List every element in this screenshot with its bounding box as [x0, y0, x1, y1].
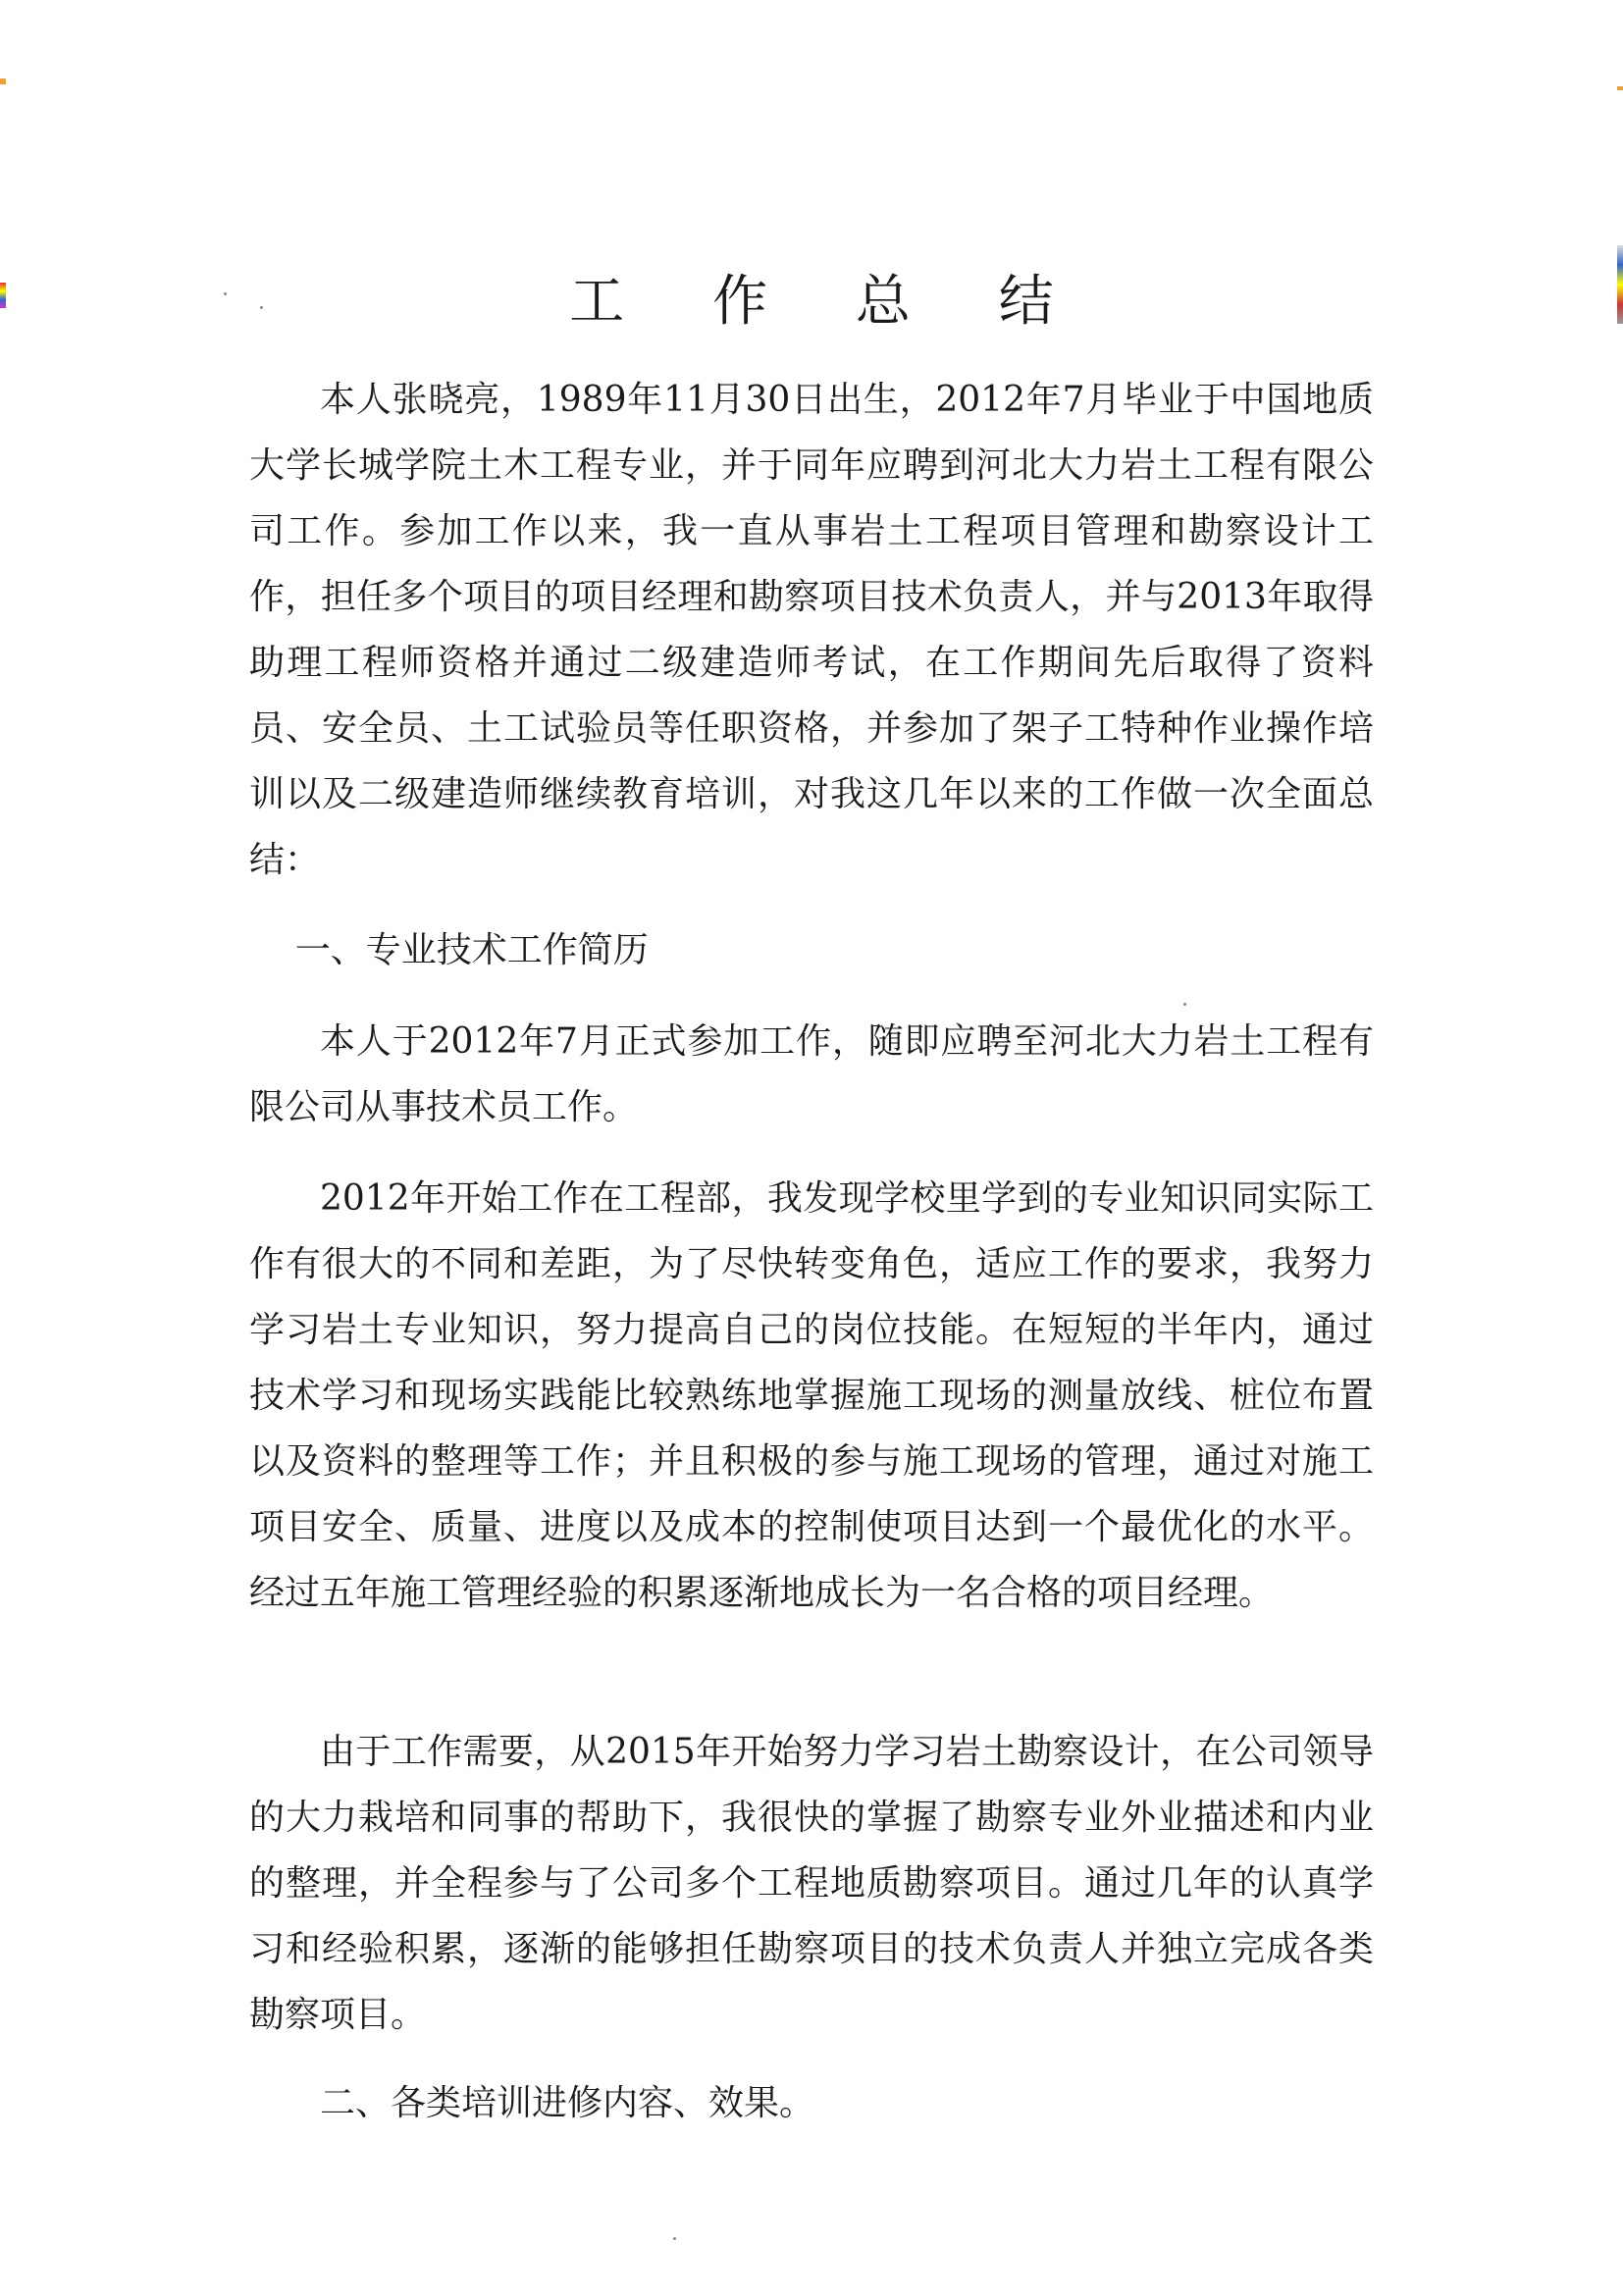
survey-design-paragraph — [249, 1719, 1374, 2048]
paragraph-text: 本人于2012年7月正式参加工作，随即应聘至河北大力岩土工程有限公司从事技术员工作。 — [249, 1021, 1374, 1127]
engineering-dept-paragraph — [249, 1166, 1374, 1626]
paragraph-text: 2012年开始工作在工程部，我发现学校里学到的专业知识同实际工作有很大的不同和差距，为了尽快转变角色，适应工作的要求，我努力学习岩土专业知识，努力提高自己的岗位技能。在短短的半年内，通过技术学习和现场实践能比较熟练地掌握施工现场的测量放线、桩位布置以及资料的整理等工作；并且积极的参与施工现场的管理，通过对施工项目安全、质量、进度以及成本的控制使项目达到一个最优化的水平。经过五年施工管理经验的积累逐渐地成长为一名合格的项目经理。 — [249, 1178, 1374, 1613]
section-heading-2 — [249, 2070, 1374, 2136]
scan-edge-mark — [0, 78, 6, 84]
section-heading-1 — [249, 917, 1374, 983]
paragraph-text: 由于工作需要，从2015年开始努力学习岩土勘察设计，在公司领导的大力栽培和同事的帮助下，我很快的掌握了勘察专业外业描述和内业的整理，并全程参与了公司多个工程地质勘察项目。通过几年的认真学习和经验积累，逐渐的能够担任勘察项目的技术负责人并独立完成各类勘察项目。 — [249, 1732, 1374, 2035]
heading-text: 二、各类培训进修内容、效果。 — [320, 2083, 815, 2123]
intro-paragraph — [249, 367, 1374, 893]
paragraph-text: 本人张晓亮，1989年11月30日出生，2012年7月毕业于中国地质大学长城学院土木工程专业，并于同年应聘到河北大力岩土工程有限公司工作。参加工作以来，我一直从事岩土工程项目管理和勘察设计工作，担任多个项目的项目经理和勘察项目技术负责人，并与2013年取得助理工程师资格并通过二级建造师考试，在工作期间先后取得了资料员、安全员、土工试验员等任职资格，并参加了架子工特种作业操作培训以及二级建造师继续教育培训，对我这几年以来的工作做一次全面总结： — [249, 380, 1374, 880]
document-title: 工 作 总 结 — [569, 270, 1089, 334]
heading-text: 一、专业技术工作简历 — [294, 930, 649, 970]
scan-speck — [673, 2237, 676, 2240]
scan-speck — [1183, 1003, 1186, 1006]
scan-edge-mark — [1617, 86, 1623, 90]
work-history-paragraph — [249, 1009, 1374, 1140]
